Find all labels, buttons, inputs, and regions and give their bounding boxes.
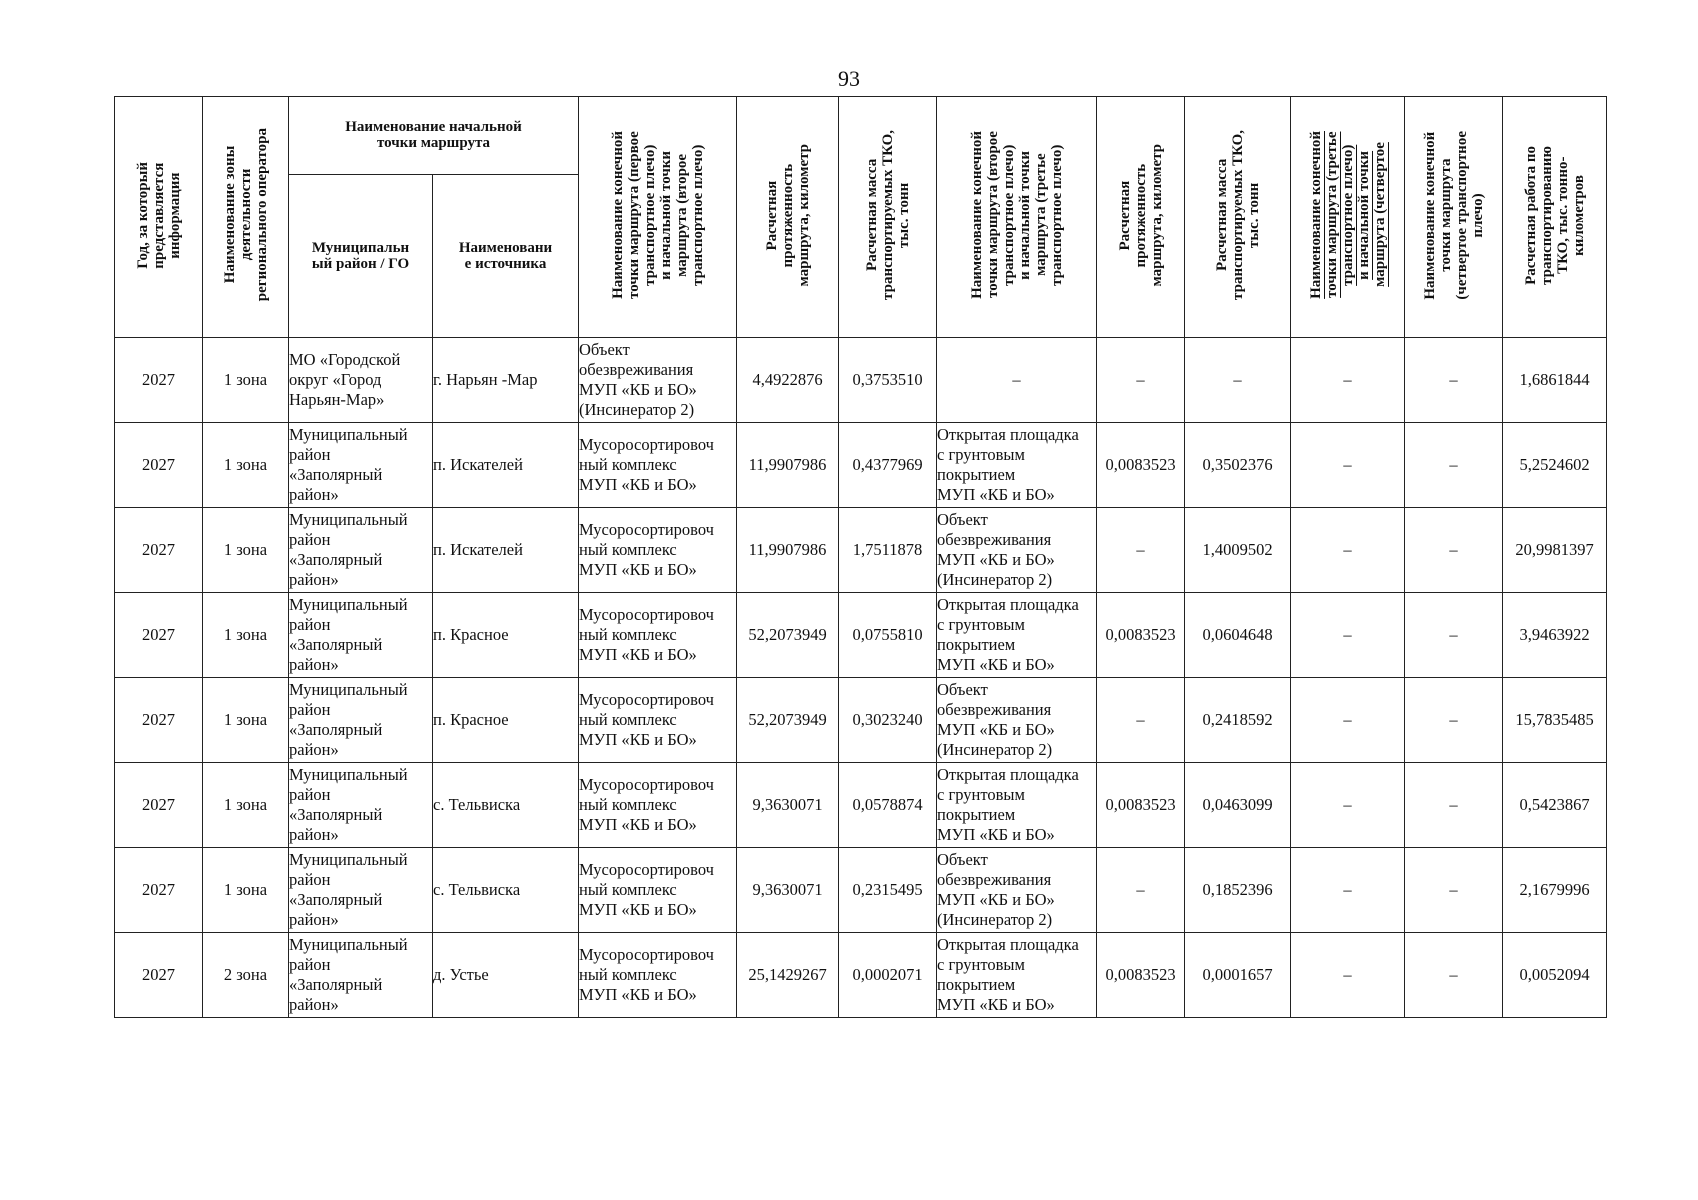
cell-zone: 1 зона (203, 593, 289, 678)
header-start-point: Наименование начальной точки маршрута (289, 97, 579, 175)
cell-end-point-4: – (1405, 933, 1503, 1018)
header-mass-1: Расчетная масса транспортируемых ТКО, тыс. тонн (839, 97, 937, 338)
cell-end-point-1: Мусоросортировоч ный комплекс МУП «КБ и БО» (579, 423, 737, 508)
cell-year: 2027 (115, 423, 203, 508)
cell-year: 2027 (115, 678, 203, 763)
header-end-point-1: Наименование конечной точки маршрута (первое транспортное плечо) и начальной точки маршрута (второе транспортное плечо) (579, 97, 737, 338)
cell-source: п. Красное (433, 678, 579, 763)
cell-end-point-2: Объект обезвреживания МУП «КБ и БО» (Инсинератор 2) (937, 678, 1097, 763)
cell-end-point-3: – (1291, 593, 1405, 678)
cell-source: г. Нарьян -Мар (433, 338, 579, 423)
cell-mass-2: 1,4009502 (1185, 508, 1291, 593)
header-end-point-4: Наименование конечной точки маршрута (четвертое транспортное плечо) (1405, 97, 1503, 338)
table-row (115, 593, 1607, 678)
header-zone: Наименование зоны деятельности регионального оператора (203, 97, 289, 338)
cell-work: 20,9981397 (1503, 508, 1607, 593)
cell-mass-1: 0,0002071 (839, 933, 937, 1018)
header-municipality: Муниципальн ый район / ГО (289, 174, 433, 337)
cell-end-point-1: Мусоросортировоч ный комплекс МУП «КБ и БО» (579, 933, 737, 1018)
cell-zone: 1 зона (203, 678, 289, 763)
cell-mass-1: 0,3023240 (839, 678, 937, 763)
cell-municipality: Муниципальный район «Заполярный район» (289, 848, 433, 933)
cell-distance-1: 11,9907986 (737, 423, 839, 508)
cell-end-point-4: – (1405, 338, 1503, 423)
cell-work: 5,2524602 (1503, 423, 1607, 508)
table-row (115, 933, 1607, 1018)
cell-end-point-3: – (1291, 933, 1405, 1018)
cell-distance-1: 4,4922876 (737, 338, 839, 423)
cell-municipality: Муниципальный район «Заполярный район» (289, 423, 433, 508)
cell-end-point-4: – (1405, 763, 1503, 848)
cell-end-point-3: – (1291, 508, 1405, 593)
cell-end-point-1: Мусоросортировоч ный комплекс МУП «КБ и БО» (579, 848, 737, 933)
cell-work: 0,5423867 (1503, 763, 1607, 848)
cell-distance-2: – (1097, 338, 1185, 423)
header-source: Наименовани е источника (433, 174, 579, 337)
cell-source: с. Тельвиска (433, 763, 579, 848)
cell-mass-2: 0,3502376 (1185, 423, 1291, 508)
header-end-point-2: Наименование конечной точки маршрута (второе транспортное плечо) и начальной точки маршрута (третье транспортное плечо) (937, 97, 1097, 338)
table-row (115, 423, 1607, 508)
cell-year: 2027 (115, 338, 203, 423)
cell-zone: 1 зона (203, 763, 289, 848)
header-mass-2: Расчетная масса транспортируемых ТКО, тыс. тонн (1185, 97, 1291, 338)
cell-end-point-3: – (1291, 423, 1405, 508)
cell-mass-1: 0,0755810 (839, 593, 937, 678)
route-table (114, 96, 1607, 1018)
cell-work: 0,0052094 (1503, 933, 1607, 1018)
cell-end-point-2: Открытая площадка с грунтовым покрытием МУП «КБ и БО» (937, 593, 1097, 678)
cell-end-point-4: – (1405, 508, 1503, 593)
cell-end-point-3: – (1291, 848, 1405, 933)
cell-zone: 2 зона (203, 933, 289, 1018)
cell-end-point-3: – (1291, 678, 1405, 763)
header-distance-2: Расчетная протяженность маршрута, километр (1097, 97, 1185, 338)
header-end-point-3: Наименование конечной точки маршрута (третье транспортное плечо) и начальной точки маршрута (четвертое (1291, 97, 1405, 338)
cell-distance-2: 0,0083523 (1097, 593, 1185, 678)
cell-zone: 1 зона (203, 848, 289, 933)
cell-distance-1: 11,9907986 (737, 508, 839, 593)
cell-zone: 1 зона (203, 508, 289, 593)
table-row (115, 763, 1607, 848)
cell-zone: 1 зона (203, 338, 289, 423)
table-header (115, 97, 1607, 338)
cell-mass-2: 0,1852396 (1185, 848, 1291, 933)
cell-municipality: Муниципальный район «Заполярный район» (289, 678, 433, 763)
cell-year: 2027 (115, 763, 203, 848)
cell-source: с. Тельвиска (433, 848, 579, 933)
cell-end-point-3: – (1291, 338, 1405, 423)
cell-source: п. Красное (433, 593, 579, 678)
cell-year: 2027 (115, 933, 203, 1018)
cell-work: 3,9463922 (1503, 593, 1607, 678)
cell-end-point-2: Объект обезвреживания МУП «КБ и БО» (Инсинератор 2) (937, 848, 1097, 933)
header-distance-1: Расчетная протяженность маршрута, километр (737, 97, 839, 338)
cell-mass-1: 0,2315495 (839, 848, 937, 933)
cell-distance-1: 52,2073949 (737, 678, 839, 763)
cell-distance-1: 52,2073949 (737, 593, 839, 678)
cell-work: 1,6861844 (1503, 338, 1607, 423)
cell-end-point-2: Открытая площадка с грунтовым покрытием МУП «КБ и БО» (937, 423, 1097, 508)
cell-municipality: МО «Городской округ «Город Нарьян-Мар» (289, 338, 433, 423)
cell-mass-2: 0,0604648 (1185, 593, 1291, 678)
cell-distance-2: 0,0083523 (1097, 763, 1185, 848)
cell-mass-1: 1,7511878 (839, 508, 937, 593)
cell-end-point-1: Объект обезвреживания МУП «КБ и БО» (Инсинератор 2) (579, 338, 737, 423)
table-row (115, 848, 1607, 933)
cell-work: 2,1679996 (1503, 848, 1607, 933)
cell-end-point-4: – (1405, 678, 1503, 763)
cell-mass-2: – (1185, 338, 1291, 423)
table-row (115, 508, 1607, 593)
cell-year: 2027 (115, 593, 203, 678)
cell-mass-1: 0,4377969 (839, 423, 937, 508)
cell-distance-1: 9,3630071 (737, 763, 839, 848)
cell-distance-2: – (1097, 508, 1185, 593)
cell-end-point-1: Мусоросортировоч ный комплекс МУП «КБ и БО» (579, 678, 737, 763)
cell-distance-1: 9,3630071 (737, 848, 839, 933)
cell-distance-1: 25,1429267 (737, 933, 839, 1018)
page-number: 93 (838, 66, 860, 91)
cell-mass-2: 0,2418592 (1185, 678, 1291, 763)
header-work: Расчетная работа по транспортированию ТКО, тыс. тонно- километров (1503, 97, 1607, 338)
cell-work: 15,7835485 (1503, 678, 1607, 763)
cell-distance-2: – (1097, 848, 1185, 933)
cell-municipality: Муниципальный район «Заполярный район» (289, 763, 433, 848)
cell-source: п. Искателей (433, 423, 579, 508)
header-year: Год, за который представляется информация (115, 97, 203, 338)
cell-end-point-4: – (1405, 848, 1503, 933)
cell-distance-2: – (1097, 678, 1185, 763)
cell-year: 2027 (115, 508, 203, 593)
cell-municipality: Муниципальный район «Заполярный район» (289, 933, 433, 1018)
cell-end-point-4: – (1405, 593, 1503, 678)
cell-end-point-2: – (937, 338, 1097, 423)
cell-end-point-3: – (1291, 763, 1405, 848)
cell-municipality: Муниципальный район «Заполярный район» (289, 508, 433, 593)
cell-end-point-2: Открытая площадка с грунтовым покрытием МУП «КБ и БО» (937, 933, 1097, 1018)
cell-mass-1: 0,3753510 (839, 338, 937, 423)
cell-zone: 1 зона (203, 423, 289, 508)
table-row (115, 338, 1607, 423)
cell-end-point-2: Объект обезвреживания МУП «КБ и БО» (Инсинератор 2) (937, 508, 1097, 593)
cell-distance-2: 0,0083523 (1097, 423, 1185, 508)
cell-end-point-4: – (1405, 423, 1503, 508)
cell-mass-1: 0,0578874 (839, 763, 937, 848)
cell-end-point-1: Мусоросортировоч ный комплекс МУП «КБ и БО» (579, 508, 737, 593)
cell-source: п. Искателей (433, 508, 579, 593)
cell-source: д. Устье (433, 933, 579, 1018)
table-row (115, 678, 1607, 763)
cell-distance-2: 0,0083523 (1097, 933, 1185, 1018)
cell-municipality: Муниципальный район «Заполярный район» (289, 593, 433, 678)
table-body (115, 338, 1607, 1018)
cell-end-point-1: Мусоросортировоч ный комплекс МУП «КБ и БО» (579, 763, 737, 848)
cell-year: 2027 (115, 848, 203, 933)
cell-mass-2: 0,0463099 (1185, 763, 1291, 848)
cell-end-point-2: Открытая площадка с грунтовым покрытием МУП «КБ и БО» (937, 763, 1097, 848)
cell-end-point-1: Мусоросортировоч ный комплекс МУП «КБ и БО» (579, 593, 737, 678)
cell-mass-2: 0,0001657 (1185, 933, 1291, 1018)
